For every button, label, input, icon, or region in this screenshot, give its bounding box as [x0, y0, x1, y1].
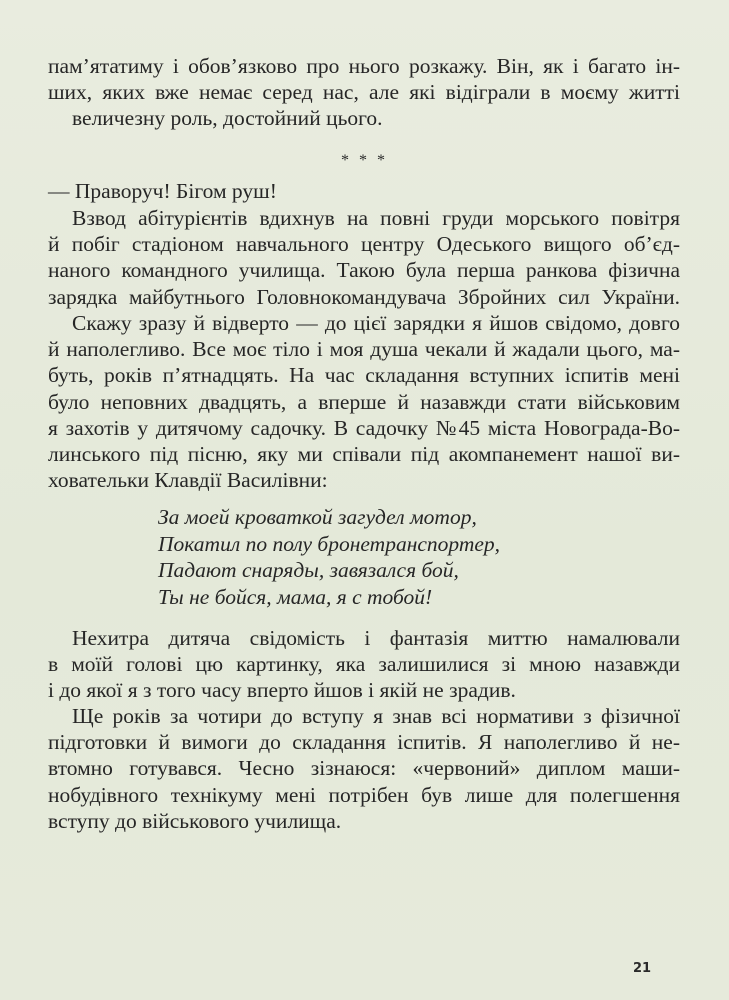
text-line: Ще років за чотири до вступу я знав всі нормативи з фізичної — [72, 704, 680, 728]
text-line: нобудівного технікуму мені потрібен був лише для полегшення — [48, 782, 680, 807]
paragraph-2 — [48, 205, 680, 310]
paragraph-4 — [48, 625, 680, 704]
paragraph-3 — [48, 310, 680, 493]
text-line: буть, років п’ятнадцять. На час складання вступних іспитів мені — [48, 363, 680, 388]
text-line: наного командного училища. Такою була перша ранкова фізична — [48, 258, 680, 283]
text-line: і до якої я з того часу вперто йшов і якій не зрадив. — [48, 678, 516, 703]
text-line: було неповних двадцять, а вперше й назавжди стати військовим — [48, 389, 680, 414]
text-line: в моїй голові цю картинку, яка залишилися зі мною назавжди — [48, 652, 680, 677]
paragraph-5 — [48, 703, 680, 834]
text-line: й побіг стадіоном навчального центру Одеського вищого об’єд- — [48, 232, 680, 257]
text-line: вступу до військового училища. — [48, 808, 342, 833]
text-line: величезну роль, достойний цього. — [72, 106, 383, 131]
poem-line: Ты не бойся, мама, я с тобой! — [158, 584, 433, 609]
poem-line: Падают снаряды, завязался бой, — [158, 558, 459, 582]
text-line: Взвод абітурієнтів вдихнув на повні груди морського повітря — [72, 206, 680, 230]
text-line: ших, яких вже немає серед нас, але які відіграли в моєму житті — [48, 80, 680, 105]
text-line: я захотів у дитячому садочку. В садочку №45 міста Новограда-Во- — [48, 415, 680, 440]
text-line: Скажу зразу й відверто — до цієї зарядки я йшов свідомо, довго — [72, 311, 680, 335]
text-line: Нехитра дитяча свідомість і фантазія миттю намалювали — [72, 626, 680, 650]
page-number: 21 — [633, 961, 652, 976]
command-line — [48, 178, 680, 204]
text-line: — Праворуч! Бігом руш! — [48, 179, 277, 203]
paragraph-1 — [48, 53, 680, 132]
text-line: втомно готувався. Чесно зізнаюся: «червоний» диплом маши- — [48, 756, 680, 781]
poem-quote — [158, 504, 500, 610]
poem-line: За моей кроваткой загудел мотор, — [158, 505, 477, 529]
text-line: підготовки й вимоги до складання іспитів. Я наполегливо й не- — [48, 730, 680, 755]
section-separator: * * * — [341, 152, 388, 169]
poem-line: Покатил по полу бронетранспортер, — [158, 531, 501, 556]
text-line: линського під пісню, яку ми співали під акомпанемент нашої ви- — [48, 441, 680, 466]
text-line: й наполегливо. Все моє тіло і моя душа чекали й жадали цього, ма- — [48, 337, 680, 362]
text-line: пам’ятатиму і обов’язково про нього розкажу. Він, як і багато ін- — [48, 54, 680, 78]
text-line: ховательки Клавдії Василівни: — [48, 468, 328, 493]
text-line: зарядка майбутнього Головнокомандувача Збройних сил України. — [48, 284, 680, 309]
